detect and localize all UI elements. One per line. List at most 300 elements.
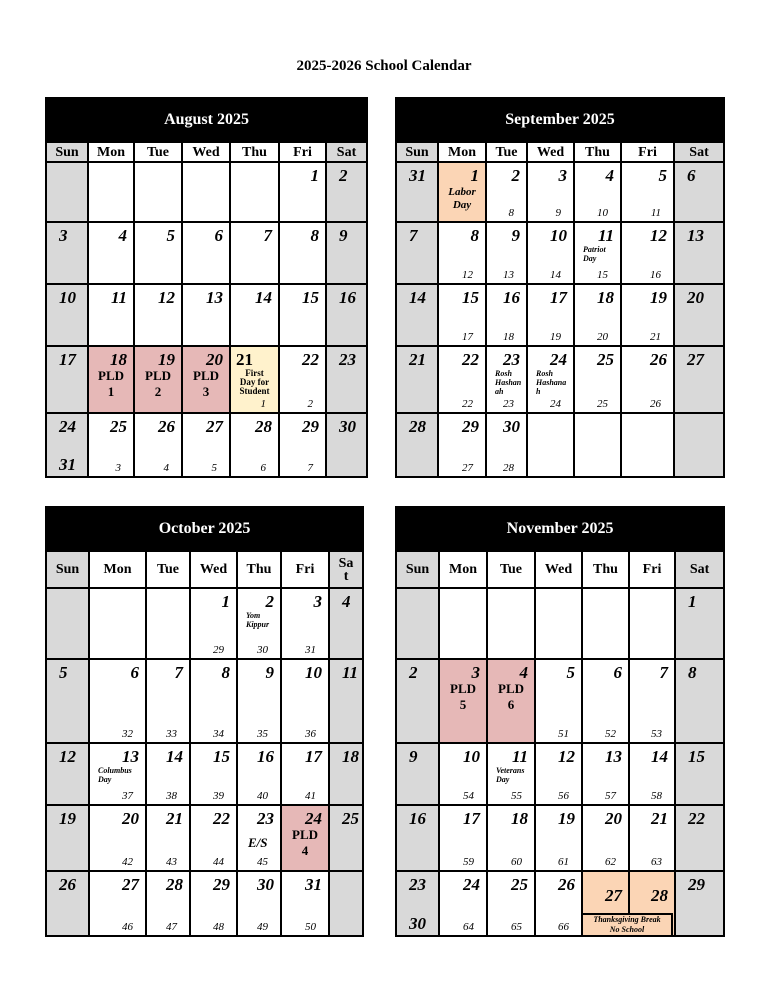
day-cell: [329, 743, 363, 805]
day-cell: [46, 743, 89, 805]
weekday-header: Sun: [46, 551, 89, 588]
school-day-count: 10: [597, 207, 608, 219]
weekday-header: Tue: [146, 551, 190, 588]
school-day-count: 5: [211, 462, 217, 474]
day-cell: [629, 659, 675, 743]
date-number: 31: [409, 166, 426, 185]
date-number: 28: [409, 417, 426, 436]
date-number: 27: [687, 350, 704, 369]
date-number: 16: [339, 288, 356, 307]
date-number: 23: [257, 809, 274, 828]
month-november: [395, 506, 723, 935]
day-cell: [487, 659, 535, 743]
date-number: 10: [550, 226, 567, 245]
weekday-header: Sa t: [329, 551, 363, 588]
school-day-count: 42: [122, 856, 133, 868]
date-number: 25: [597, 350, 614, 369]
weekday-header: Fri: [629, 551, 675, 588]
day-cell: [88, 284, 134, 346]
holiday-note: Yom Kippur: [246, 611, 270, 629]
weekday-header: Tue: [487, 551, 535, 588]
date-number: 7: [263, 226, 272, 245]
date-number: 17: [463, 809, 480, 828]
day-cell: [674, 284, 724, 346]
weekday-header: Mon: [439, 551, 487, 588]
holiday-note: E/S: [248, 835, 268, 850]
date-number: 4: [519, 663, 528, 682]
date-number: 6: [687, 166, 696, 185]
school-day-count: 11: [650, 207, 661, 219]
day-cell: [46, 162, 88, 222]
date-number: 26: [59, 875, 76, 894]
day-cell: [535, 743, 582, 805]
date-number: 18: [342, 747, 359, 766]
day-cell: [396, 659, 439, 743]
date-number: 24: [59, 417, 76, 436]
date-number: 6: [214, 226, 223, 245]
day-cell: [237, 743, 281, 805]
date-number: 21: [409, 350, 426, 369]
day-cell: [46, 659, 89, 743]
date-number: 14: [166, 747, 183, 766]
school-day-count: 20: [597, 331, 608, 343]
day-cell: [134, 346, 182, 413]
school-day-count: 33: [166, 728, 177, 740]
date-number: 28: [166, 875, 183, 894]
school-day-count: 30: [257, 644, 268, 656]
date-number: 14: [255, 288, 272, 307]
day-cell: [675, 743, 724, 805]
date-number: 23: [409, 875, 426, 894]
day-cell: [89, 588, 146, 659]
day-cell: [279, 346, 326, 413]
month-october: [45, 506, 362, 935]
day-cell: [439, 659, 487, 743]
day-cell: [527, 346, 574, 413]
day-cell: [674, 413, 724, 477]
day-cell: [237, 805, 281, 871]
day-cell: [329, 588, 363, 659]
month-title: September 2025: [396, 98, 724, 142]
month-title: August 2025: [46, 98, 367, 142]
school-day-count: 34: [213, 728, 224, 740]
date-number: 22: [302, 350, 319, 369]
date-number: 23: [339, 350, 356, 369]
date-number: 15: [688, 747, 705, 766]
weekday-header: Sat: [326, 142, 367, 162]
day-cell: [146, 659, 190, 743]
date-number: 10: [59, 288, 76, 307]
date-number: 17: [550, 288, 567, 307]
date-number: 5: [166, 226, 175, 245]
date-number: 6: [130, 663, 139, 682]
day-cell: [329, 659, 363, 743]
date-number: 26: [650, 350, 667, 369]
date-number: 5: [59, 663, 68, 682]
day-cell: [230, 222, 279, 284]
school-day-count: 39: [213, 790, 224, 802]
school-day-count: 45: [257, 856, 268, 868]
school-day-count: 31: [305, 644, 316, 656]
school-day-count: 51: [558, 728, 569, 740]
day-cell: [396, 413, 438, 477]
school-day-count: 63: [651, 856, 662, 868]
holiday-note: First Day for Student: [239, 368, 270, 396]
day-cell: [396, 346, 438, 413]
date-number: 5: [658, 166, 667, 185]
day-cell: [190, 805, 237, 871]
date-number: 12: [558, 747, 575, 766]
day-cell: [535, 871, 582, 936]
day-cell: [279, 222, 326, 284]
day-cell: [46, 805, 89, 871]
date-number: 30: [257, 875, 274, 894]
school-day-count: 53: [651, 728, 662, 740]
day-cell: [629, 743, 675, 805]
day-cell: [146, 588, 190, 659]
day-cell: [279, 284, 326, 346]
date-number: 19: [158, 350, 175, 369]
date-number: 11: [511, 747, 528, 766]
school-day-count: 7: [307, 462, 313, 474]
date-number: 1: [470, 166, 479, 185]
date-number: 31: [305, 875, 322, 894]
day-cell: [182, 346, 230, 413]
weekday-header: Sat: [675, 551, 724, 588]
weekday-header: Thu: [574, 142, 621, 162]
day-cell: [279, 413, 326, 477]
date-number: 3: [313, 592, 322, 611]
day-cell: [486, 413, 527, 477]
date-number: 4: [118, 226, 127, 245]
holiday-note: Rosh Hashan ah: [495, 369, 522, 396]
day-cell: [281, 659, 329, 743]
weekday-header: Wed: [182, 142, 230, 162]
day-cell: [487, 588, 535, 659]
date-number: 8: [470, 226, 479, 245]
school-day-count: 64: [463, 921, 474, 933]
day-cell: [237, 871, 281, 936]
date-number: 14: [409, 288, 426, 307]
school-day-count: 37: [122, 790, 133, 802]
day-cell: [582, 588, 629, 659]
school-day-count: 40: [257, 790, 268, 802]
day-cell: [574, 413, 621, 477]
date-number: 26: [158, 417, 175, 436]
school-day-count: 44: [213, 856, 224, 868]
date-number: 8: [221, 663, 230, 682]
holiday-note: Thanksgiving Break No School: [581, 913, 673, 937]
weekday-header: Thu: [582, 551, 629, 588]
weekday-header: Wed: [535, 551, 582, 588]
date-number: 29: [302, 417, 319, 436]
date-number: 24: [305, 809, 322, 828]
school-day-count: 6: [260, 462, 266, 474]
date-number: 3: [558, 166, 567, 185]
school-day-count: 36: [305, 728, 316, 740]
date-number: 12: [59, 747, 76, 766]
school-day-count: 1: [260, 398, 266, 410]
weekday-header: Sun: [46, 142, 88, 162]
day-cell: [134, 413, 182, 477]
school-day-count: 4: [163, 462, 169, 474]
day-cell: [281, 588, 329, 659]
holiday-note: Columbus Day: [98, 766, 132, 784]
date-number: 2: [409, 663, 418, 682]
school-day-count: 18: [503, 331, 514, 343]
weekday-header: Fri: [279, 142, 326, 162]
school-day-count: 22: [462, 398, 473, 410]
date-number: 15: [213, 747, 230, 766]
school-day-count: 41: [305, 790, 316, 802]
day-cell: [629, 588, 675, 659]
day-cell: [439, 743, 487, 805]
school-day-count: 48: [213, 921, 224, 933]
weekday-header: Mon: [89, 551, 146, 588]
date-number: 30: [339, 417, 356, 436]
month-august: [45, 97, 366, 477]
day-cell: [396, 162, 438, 222]
day-cell: [281, 743, 329, 805]
date-number: 15: [302, 288, 319, 307]
school-day-count: 65: [511, 921, 522, 933]
school-day-count: 35: [257, 728, 268, 740]
day-cell: [237, 588, 281, 659]
weekday-header: Wed: [527, 142, 574, 162]
day-cell: [629, 805, 675, 871]
date-number: 3: [471, 663, 480, 682]
day-cell: [621, 346, 674, 413]
school-day-count: 19: [550, 331, 561, 343]
school-day-count: 24: [550, 398, 561, 410]
day-cell: [527, 413, 574, 477]
weekday-header: Thu: [230, 142, 279, 162]
day-cell: [621, 413, 674, 477]
day-cell: [46, 588, 89, 659]
day-cell: [88, 346, 134, 413]
date-number: 30: [503, 417, 520, 436]
day-cell: [88, 413, 134, 477]
date-number: 21: [166, 809, 183, 828]
date-number: 4: [605, 166, 614, 185]
school-day-count: 60: [511, 856, 522, 868]
day-cell: [182, 162, 230, 222]
date-number: 28: [651, 886, 668, 905]
school-day-count: 2: [307, 398, 313, 410]
page-title: 2025-2026 School Calendar: [296, 58, 472, 74]
day-cell: [46, 346, 88, 413]
pld-label: PLD 5: [450, 681, 476, 712]
day-cell: [535, 805, 582, 871]
day-cell: [675, 659, 724, 743]
date-number: 1: [310, 166, 319, 185]
day-cell: [190, 588, 237, 659]
day-cell: [621, 162, 674, 222]
day-cell: [621, 222, 674, 284]
date-number: 5: [566, 663, 575, 682]
weekday-header: Sun: [396, 142, 438, 162]
school-day-count: 25: [597, 398, 608, 410]
day-cell: [326, 284, 367, 346]
day-cell: [582, 743, 629, 805]
weekday-header: Fri: [621, 142, 674, 162]
day-cell: [675, 588, 724, 659]
day-cell: [326, 346, 367, 413]
school-day-count: 13: [503, 269, 514, 281]
date-number: 3: [59, 226, 68, 245]
school-day-count: 17: [462, 331, 473, 343]
date-number: 7: [409, 226, 418, 245]
day-cell: [89, 871, 146, 936]
day-cell: [329, 805, 363, 871]
day-cell: [46, 871, 89, 936]
day-cell: [675, 871, 724, 936]
date-number: 19: [650, 288, 667, 307]
pld-label: PLD 6: [498, 681, 524, 712]
day-cell: [574, 346, 621, 413]
pld-label: PLD 2: [145, 368, 171, 399]
date-number: 20: [687, 288, 704, 307]
date-number: 13: [122, 747, 139, 766]
date-number: 23: [503, 350, 520, 369]
school-day-count: 26: [650, 398, 661, 410]
weekday-header: Sat: [674, 142, 724, 162]
date-number: 11: [110, 288, 127, 307]
date-number: 22: [213, 809, 230, 828]
date-number: 29: [688, 875, 705, 894]
day-cell: [230, 413, 279, 477]
date-number: 8: [688, 663, 697, 682]
day-cell: [182, 284, 230, 346]
school-day-count: 50: [305, 921, 316, 933]
date-number: 13: [605, 747, 622, 766]
date-number: 17: [305, 747, 322, 766]
day-cell: [134, 162, 182, 222]
school-day-count: 16: [650, 269, 661, 281]
date-number: 20: [206, 350, 223, 369]
day-cell: [182, 222, 230, 284]
day-cell: [46, 413, 88, 477]
date-number: 6: [613, 663, 622, 682]
day-cell: [396, 588, 439, 659]
day-cell: [486, 222, 527, 284]
date-number: 31: [59, 455, 76, 474]
day-cell: [535, 659, 582, 743]
day-cell: [396, 284, 438, 346]
day-cell: [527, 284, 574, 346]
holiday-note: Patriot Day: [583, 245, 606, 263]
day-cell: [190, 871, 237, 936]
month-title: October 2025: [46, 507, 363, 551]
school-day-count: 62: [605, 856, 616, 868]
day-cell: [574, 222, 621, 284]
date-number: 9: [511, 226, 520, 245]
school-day-count: 61: [558, 856, 569, 868]
date-number: 16: [257, 747, 274, 766]
day-cell: [182, 413, 230, 477]
day-cell: [396, 805, 439, 871]
date-number: 1: [221, 592, 230, 611]
day-cell: [487, 805, 535, 871]
school-day-count: 46: [122, 921, 133, 933]
day-cell: [396, 871, 439, 936]
date-number: 18: [110, 350, 127, 369]
date-number: 24: [463, 875, 480, 894]
pld-label: PLD 3: [193, 368, 219, 399]
school-day-count: 49: [257, 921, 268, 933]
day-cell: [439, 588, 487, 659]
date-number: 10: [305, 663, 322, 682]
day-cell: [487, 743, 535, 805]
school-day-count: 27: [462, 462, 473, 474]
school-day-count: 29: [213, 644, 224, 656]
school-day-count: 57: [605, 790, 616, 802]
date-number: 16: [409, 809, 426, 828]
day-cell: [487, 871, 535, 936]
day-cell: [621, 284, 674, 346]
school-day-count: 58: [651, 790, 662, 802]
date-number: 25: [110, 417, 127, 436]
date-number: 30: [409, 914, 426, 933]
school-day-count: 3: [115, 462, 121, 474]
day-cell: [190, 743, 237, 805]
pld-label: PLD 1: [98, 368, 124, 399]
day-cell: [46, 222, 88, 284]
day-cell: [486, 162, 527, 222]
day-cell: [574, 162, 621, 222]
school-day-count: 21: [650, 331, 661, 343]
day-cell: [230, 162, 279, 222]
date-number: 2: [511, 166, 520, 185]
date-number: 21: [651, 809, 668, 828]
date-number: 22: [462, 350, 479, 369]
date-number: 2: [265, 592, 274, 611]
holiday-note: Rosh Hashana h: [536, 369, 567, 396]
date-number: 14: [651, 747, 668, 766]
date-number: 18: [511, 809, 528, 828]
month-title: November 2025: [396, 507, 724, 551]
date-number: 20: [122, 809, 139, 828]
date-number: 16: [503, 288, 520, 307]
date-number: 12: [650, 226, 667, 245]
date-number: 11: [342, 663, 359, 682]
date-number: 12: [158, 288, 175, 307]
weekday-header: Tue: [486, 142, 527, 162]
date-number: 11: [597, 226, 614, 245]
school-day-count: 9: [555, 207, 561, 219]
day-cell: [438, 222, 486, 284]
day-cell: [326, 222, 367, 284]
date-number: 13: [687, 226, 704, 245]
school-day-count: 55: [511, 790, 522, 802]
day-cell: [486, 346, 527, 413]
day-cell: [89, 805, 146, 871]
day-cell: [281, 805, 329, 871]
day-cell: [582, 659, 629, 743]
date-number: 1: [688, 592, 697, 611]
holiday-note: Labor Day: [448, 186, 476, 211]
day-cell: [146, 805, 190, 871]
weekday-header: Mon: [438, 142, 486, 162]
day-cell: [89, 659, 146, 743]
date-number: 27: [122, 875, 139, 894]
month-september: [395, 97, 723, 477]
weekday-header: Sun: [396, 551, 439, 588]
day-cell: [574, 284, 621, 346]
date-number: 19: [558, 809, 575, 828]
day-cell: [326, 413, 367, 477]
day-cell: [134, 222, 182, 284]
